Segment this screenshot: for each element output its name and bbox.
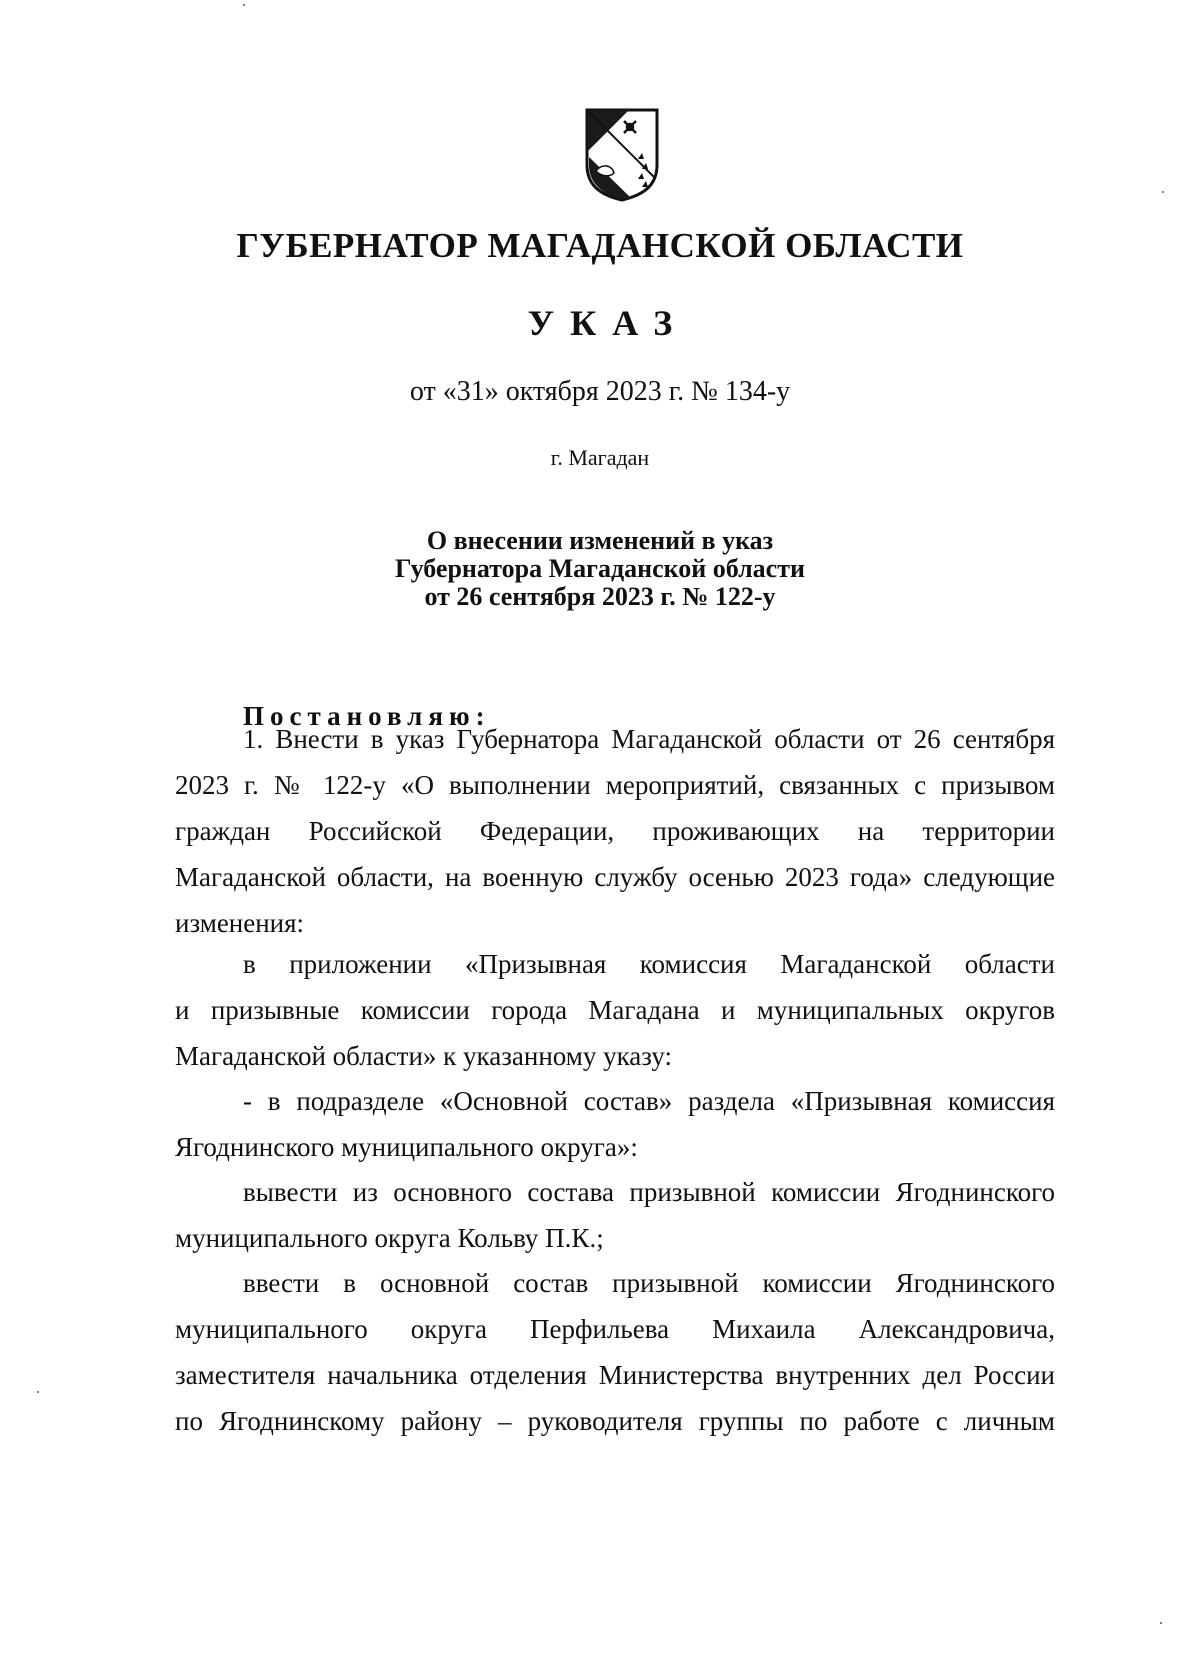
text-line: заместителя начальника отделения Министерства внутренних дел России	[175, 1360, 1055, 1390]
text-line: 2023 г. № 122-у «О выполнении мероприятий, связанных с призывом	[175, 770, 1055, 800]
decree-place: г. Магадан	[550, 445, 650, 470]
paragraph-5	[175, 1260, 1055, 1444]
text-line: Магаданской области, на военную службу осенью 2023 года» следующие	[175, 862, 1055, 892]
text-line: изменения:	[175, 908, 305, 938]
paragraph-1	[175, 716, 1055, 946]
text-line: Магаданской области» к указанному указу:	[175, 1041, 673, 1071]
text-line: муниципального округа Перфильева Михаила Александровича,	[175, 1314, 1055, 1344]
decree-subject	[0, 527, 1200, 611]
subject-line: Губернатора Магаданской области	[395, 554, 805, 583]
document-type: УКАЗ	[527, 303, 689, 343]
resolution-word: Постановляю:	[243, 701, 491, 731]
text-line: по Ягоднинскому району – руководителя группы по работе с личным	[175, 1406, 1055, 1436]
text-line: муниципального округа Кольву П.К.;	[175, 1223, 604, 1253]
text-line: - в подразделе «Основной состав» раздела «Призывная комиссия	[243, 1086, 1055, 1116]
paragraph-3	[175, 1078, 1055, 1170]
subject-line: от 26 сентября 2023 г. № 122-у	[424, 582, 776, 611]
scan-speck	[37, 1391, 39, 1393]
text-line: ввести в основной состав призывной комиссии Ягоднинского	[243, 1268, 1055, 1298]
subject-line: О внесении изменений в указ	[426, 526, 774, 555]
text-line: 1. Внести в указ Губернатора Магаданской области от 26 сентября	[243, 724, 1055, 754]
paragraph-4	[175, 1169, 1055, 1261]
text-line: граждан Российской Федерации, проживающих на территории	[175, 816, 1055, 846]
magadan-coat-of-arms-icon	[584, 107, 660, 203]
decree-date-number: от «31» октября 2023 г. № 134-у	[409, 376, 791, 407]
issuing-authority: ГУБЕРНАТОР МАГАДАНСКОЙ ОБЛАСТИ	[236, 226, 964, 265]
text-line: и призывные комиссии города Магадана и муниципальных округов	[175, 995, 1055, 1025]
text-line: вывести из основного состава призывной комиссии Ягоднинского	[243, 1177, 1055, 1207]
text-line: Ягоднинского муниципального округа»:	[175, 1132, 638, 1162]
text-line: в приложении «Призывная комиссия Магаданской области	[243, 949, 1055, 979]
scan-speck	[1162, 191, 1164, 193]
scan-speck	[243, 4, 245, 6]
scan-speck	[1160, 1622, 1162, 1624]
paragraph-2	[175, 941, 1055, 1079]
